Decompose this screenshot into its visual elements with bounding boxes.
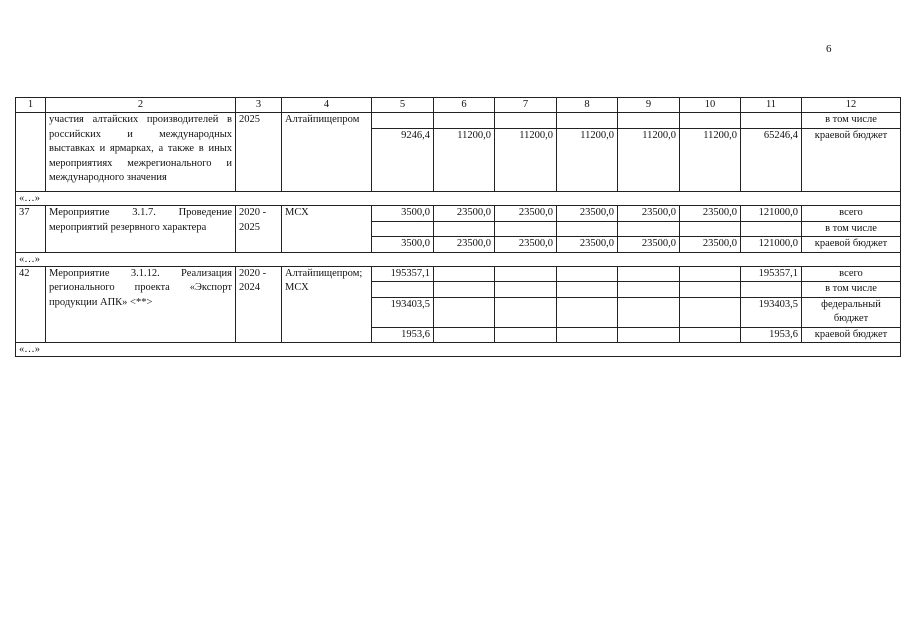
value-cell: 1953,6	[372, 327, 434, 343]
table-row	[16, 343, 901, 357]
value-cell: 195357,1	[372, 266, 434, 282]
funding-source-cell: всего	[802, 266, 901, 282]
value-cell	[434, 327, 495, 343]
header-cell: 6	[434, 98, 495, 113]
value-cell: 23500,0	[557, 206, 618, 222]
funding-source-cell: краевой бюджет	[802, 237, 901, 253]
value-cell: 121000,0	[741, 206, 802, 222]
header-cell: 3	[236, 98, 282, 113]
executor-cell: Алтайпищепром	[282, 113, 372, 192]
executor-cell	[282, 266, 372, 343]
header-cell: 1	[16, 98, 46, 113]
value-cell: 23500,0	[618, 237, 680, 253]
value-cell	[680, 297, 741, 327]
year-cell: 2020 - 2025	[236, 206, 282, 253]
activity-name-cell: Мероприятие 3.1.12. Реализация регионального проекта «Экспорт продукции АПК» <**>	[46, 266, 236, 343]
value-cell	[495, 327, 557, 343]
value-cell: 11200,0	[618, 128, 680, 192]
value-cell: 23500,0	[680, 237, 741, 253]
executor-line: МСХ	[285, 282, 309, 293]
year-cell: 2025	[236, 113, 282, 192]
table-row	[16, 192, 901, 206]
header-cell: 11	[741, 98, 802, 113]
value-cell: 3500,0	[372, 206, 434, 222]
value-cell	[372, 282, 434, 298]
value-cell	[495, 266, 557, 282]
omission-marker: «…»	[16, 192, 901, 206]
header-cell: 9	[618, 98, 680, 113]
value-cell: 11200,0	[557, 128, 618, 192]
value-cell	[495, 297, 557, 327]
value-cell	[434, 221, 495, 237]
value-cell	[495, 282, 557, 298]
funding-source-cell: в том числе	[802, 113, 901, 129]
funding-source-cell: краевой бюджет	[802, 327, 901, 343]
value-cell	[618, 221, 680, 237]
value-cell	[372, 113, 434, 129]
value-cell: 11200,0	[495, 128, 557, 192]
value-cell: 23500,0	[434, 206, 495, 222]
value-cell: 195357,1	[741, 266, 802, 282]
funding-source-cell: краевой бюджет	[802, 128, 901, 192]
value-cell: 121000,0	[741, 237, 802, 253]
value-cell: 23500,0	[680, 206, 741, 222]
value-cell: 23500,0	[557, 237, 618, 253]
value-cell	[495, 113, 557, 129]
header-cell: 4	[282, 98, 372, 113]
header-row	[16, 98, 901, 113]
value-cell	[680, 266, 741, 282]
value-cell	[495, 221, 557, 237]
table-row	[16, 266, 901, 282]
value-cell	[434, 297, 495, 327]
row-number-cell: 37	[16, 206, 46, 253]
header-cell: 8	[557, 98, 618, 113]
value-cell	[557, 221, 618, 237]
value-cell	[557, 266, 618, 282]
value-cell: 23500,0	[618, 206, 680, 222]
value-cell: 3500,0	[372, 237, 434, 253]
value-cell	[557, 113, 618, 129]
funding-source-cell: всего	[802, 206, 901, 222]
value-cell	[741, 221, 802, 237]
value-cell	[557, 282, 618, 298]
value-cell	[618, 282, 680, 298]
value-cell	[557, 327, 618, 343]
executor-line: Алтайпищепром;	[285, 267, 363, 279]
value-cell: 11200,0	[680, 128, 741, 192]
executor-cell: МСХ	[282, 206, 372, 253]
value-cell	[680, 113, 741, 129]
header-cell: 7	[495, 98, 557, 113]
value-cell	[434, 113, 495, 129]
activity-name-cell: участия алтайских производителей в российских и международных выставках и ярмарках, а также в иных мероприятиях межрегионального и международного значения	[46, 113, 236, 192]
header-cell: 10	[680, 98, 741, 113]
value-cell	[618, 327, 680, 343]
value-cell	[680, 327, 741, 343]
year-cell: 2020 - 2024	[236, 266, 282, 343]
funding-source-cell: федеральный бюджет	[802, 297, 901, 327]
row-number-cell: 42	[16, 266, 46, 343]
value-cell	[372, 221, 434, 237]
value-cell: 23500,0	[434, 237, 495, 253]
value-cell: 11200,0	[434, 128, 495, 192]
table-row	[16, 113, 901, 129]
program-table	[15, 97, 901, 357]
value-cell	[741, 282, 802, 298]
value-cell	[680, 221, 741, 237]
value-cell	[557, 297, 618, 327]
value-cell	[741, 113, 802, 129]
value-cell	[618, 113, 680, 129]
value-cell: 9246,4	[372, 128, 434, 192]
value-cell	[680, 282, 741, 298]
value-cell: 193403,5	[372, 297, 434, 327]
value-cell: 65246,4	[741, 128, 802, 192]
value-cell: 23500,0	[495, 206, 557, 222]
row-number-cell	[16, 113, 46, 192]
value-cell	[618, 297, 680, 327]
omission-marker: «…»	[16, 343, 901, 357]
value-cell	[434, 282, 495, 298]
funding-source-cell: в том числе	[802, 221, 901, 237]
value-cell	[618, 266, 680, 282]
header-cell: 5	[372, 98, 434, 113]
header-cell: 2	[46, 98, 236, 113]
value-cell	[434, 266, 495, 282]
funding-source-cell: в том числе	[802, 282, 901, 298]
table-row	[16, 206, 901, 222]
omission-marker: «…»	[16, 252, 901, 266]
value-cell: 23500,0	[495, 237, 557, 253]
value-cell: 193403,5	[741, 297, 802, 327]
page-number: 6	[826, 43, 832, 55]
activity-name-cell: Мероприятие 3.1.7. Проведение мероприятий резервного характера	[46, 206, 236, 253]
value-cell: 1953,6	[741, 327, 802, 343]
header-cell: 12	[802, 98, 901, 113]
table-row	[16, 252, 901, 266]
